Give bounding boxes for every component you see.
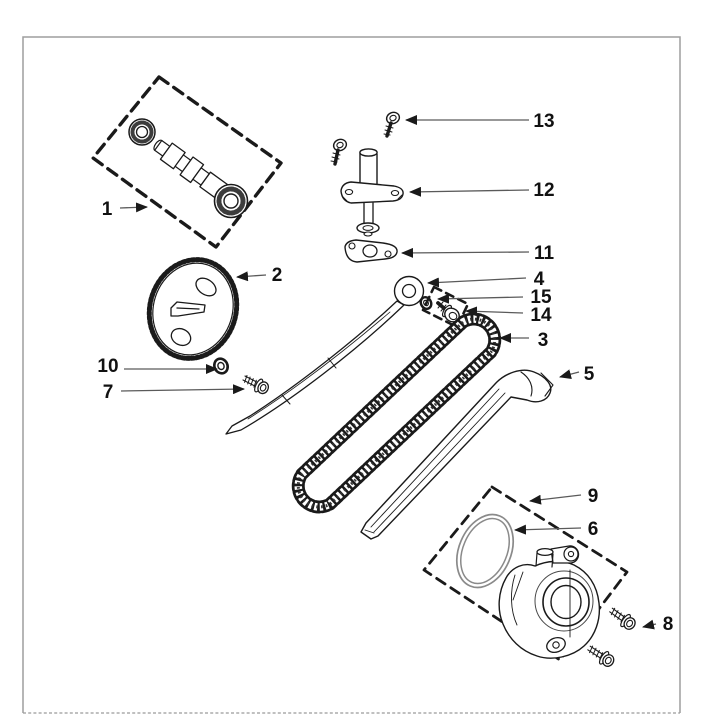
- callout-label-5: 5: [583, 364, 595, 385]
- guide-nose-detail: [521, 372, 553, 396]
- sprocket-hole-upper: [193, 275, 220, 300]
- plunger-top: [360, 149, 377, 156]
- leader-line-6: [515, 528, 581, 530]
- tensioner-assembly-drawing: [341, 149, 403, 236]
- leader-line-15: [438, 297, 523, 299]
- tensioner-arm-drawing: [226, 277, 424, 435]
- screw-head: [332, 138, 348, 153]
- callout-label-9: 9: [587, 486, 599, 507]
- callout-label-7: 7: [102, 382, 114, 403]
- callout-label-11: 11: [533, 243, 555, 264]
- callout-label-10: 10: [97, 356, 119, 377]
- callout-label-1: 1: [101, 199, 113, 220]
- oil-pump-drawing: [499, 546, 599, 658]
- chain-links-outer: [298, 319, 494, 507]
- sprocket-center-slot: [171, 302, 205, 316]
- lock-nut-drawing: [212, 356, 230, 375]
- tensioner-gasket-drawing: [345, 240, 397, 262]
- screw-13-drawing: [384, 111, 401, 136]
- callout-label-15: 15: [530, 287, 552, 308]
- cam-sprocket-drawing: [137, 248, 250, 370]
- flange-bolt-8b-drawing: [585, 642, 616, 669]
- camshaft-drawing: [129, 119, 248, 218]
- flange-bolt-7-drawing: [241, 372, 271, 397]
- leader-line-9: [530, 495, 581, 501]
- leader-line-4: [428, 278, 526, 283]
- pump-neck: [537, 549, 553, 556]
- cam-chain-drawing: [298, 319, 494, 507]
- bearing-right-drawing: [215, 185, 248, 218]
- chain-rollers: [298, 319, 494, 507]
- leader-line-11: [402, 252, 529, 253]
- tensioner-flange-plate: [341, 182, 403, 203]
- bearing-left-drawing: [129, 119, 155, 145]
- arm-blade: [226, 301, 404, 434]
- flange-bolt-8a-drawing: [607, 604, 638, 632]
- callout-label-8: 8: [662, 614, 674, 635]
- leader-line-12: [410, 190, 529, 192]
- leader-line-2: [237, 275, 266, 277]
- callout-label-2: 2: [271, 265, 283, 286]
- screw-extra-drawing: [331, 138, 348, 164]
- screw-head: [385, 111, 401, 126]
- callout-label-12: 12: [533, 180, 555, 201]
- callout-label-13: 13: [533, 111, 555, 132]
- callout-label-14: 14: [530, 305, 552, 326]
- screw-shank: [387, 123, 391, 136]
- leader-line-7: [121, 389, 244, 391]
- callout-label-6: 6: [587, 519, 599, 540]
- leader-line-8: [643, 624, 656, 627]
- callout-label-4: 4: [533, 269, 545, 290]
- leader-line-5: [560, 372, 579, 377]
- leader-line-1: [120, 207, 147, 208]
- arm-pivot-lobe: [395, 277, 424, 306]
- sprocket-hole-lower: [169, 326, 194, 349]
- chain-links-inner: [298, 319, 494, 507]
- callout-label-3: 3: [537, 330, 549, 351]
